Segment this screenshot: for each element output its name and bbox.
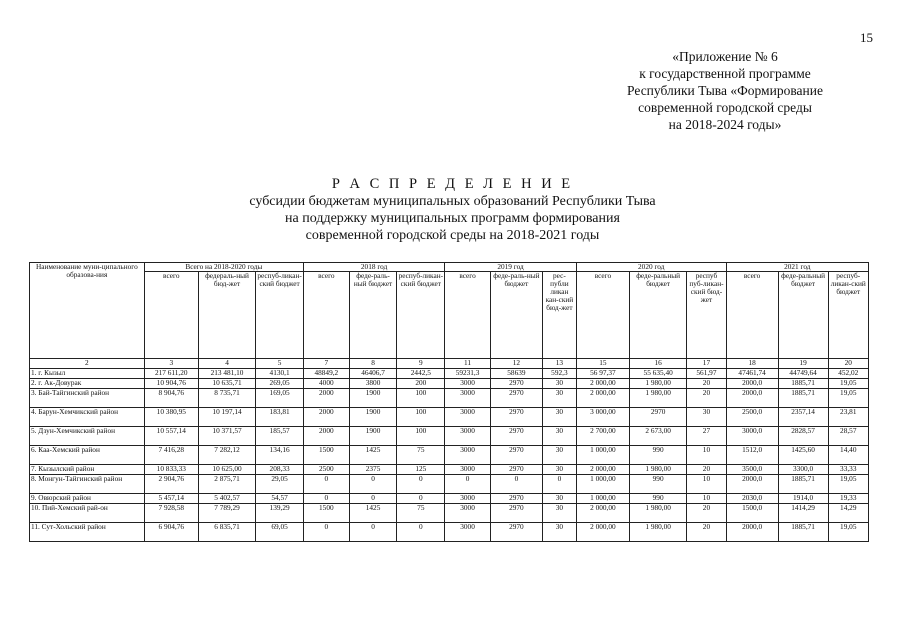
table-cell: 30 — [542, 504, 576, 523]
table-cell: 48849,2 — [304, 369, 350, 379]
table-cell: 3000 — [445, 504, 491, 523]
table-cell: 1 980,00 — [629, 389, 686, 408]
heading-line-3: современной городской среды на 2018-2021 годы — [305, 228, 600, 243]
column-number: 3 — [144, 359, 198, 369]
table-cell: 2970 — [490, 494, 542, 504]
appendix-line-5: на 2018-2024 годы» — [668, 117, 782, 132]
table-cell: 7 282,12 — [198, 446, 255, 465]
column-subheader: всего — [726, 272, 778, 359]
table-cell: 58639 — [490, 369, 542, 379]
table-cell: 30 — [542, 523, 576, 542]
column-number: 2 — [30, 359, 145, 369]
table-cell: 10 557,14 — [144, 427, 198, 446]
subsidy-distribution-table — [29, 262, 869, 542]
table-cell: 2030,0 — [726, 494, 778, 504]
table-cell: 0 — [490, 475, 542, 494]
table-cell: 1 000,00 — [576, 446, 629, 465]
table-row — [30, 446, 869, 465]
table-cell: 0 — [304, 494, 350, 504]
appendix-line-4: современной городской среды — [638, 100, 812, 115]
column-number: 20 — [828, 359, 868, 369]
table-cell: 6 835,71 — [198, 523, 255, 542]
table-cell: 2970 — [490, 379, 542, 389]
table-cell: 10 — [687, 446, 726, 465]
table-cell: 8 904,76 — [144, 389, 198, 408]
table-cell: 125 — [397, 465, 445, 475]
table-row — [30, 504, 869, 523]
table-cell: 1 000,00 — [576, 494, 629, 504]
column-number: 4 — [198, 359, 255, 369]
table-cell: 7 416,28 — [144, 446, 198, 465]
column-group-header: 2019 год — [445, 263, 577, 272]
table-row — [30, 389, 869, 408]
column-number: 19 — [778, 359, 828, 369]
table-cell: 2000 — [304, 389, 350, 408]
table-cell: 0 — [349, 475, 397, 494]
table-cell: 29,05 — [256, 475, 304, 494]
table-cell: 169,05 — [256, 389, 304, 408]
table-cell: 1900 — [349, 408, 397, 427]
table-cell: 30 — [542, 379, 576, 389]
column-subheader: феде-ральный бюджет — [629, 272, 686, 359]
table-cell: 56 97,37 — [576, 369, 629, 379]
table-cell: 2500 — [304, 465, 350, 475]
table-cell: 3000 — [445, 427, 491, 446]
table-cell: 4000 — [304, 379, 350, 389]
table-cell: 0 — [349, 494, 397, 504]
table-row — [30, 427, 869, 446]
table-cell: 1885,71 — [778, 389, 828, 408]
column-number: 7 — [304, 359, 350, 369]
table-cell: 8 735,71 — [198, 389, 255, 408]
table-cell: 3000 — [445, 465, 491, 475]
table-group-header-row — [30, 263, 869, 272]
table-cell: 23,81 — [828, 408, 868, 427]
column-group-header: 2020 год — [576, 263, 726, 272]
table-cell: 10 833,33 — [144, 465, 198, 475]
table-cell: 2500,0 — [726, 408, 778, 427]
table-cell: 54,57 — [256, 494, 304, 504]
table-cell: 1425 — [349, 504, 397, 523]
table-cell: 5 402,57 — [198, 494, 255, 504]
table-cell: 2970 — [490, 504, 542, 523]
page-number: 15 — [860, 30, 873, 45]
table-cell: 2000,0 — [726, 475, 778, 494]
table-cell: 452,02 — [828, 369, 868, 379]
table-cell: 1414,29 — [778, 504, 828, 523]
table-cell: 1512,0 — [726, 446, 778, 465]
column-subheader: феде-ральный бюджет — [778, 272, 828, 359]
column-group-header: Всего на 2018-2020 годы — [144, 263, 303, 272]
table-cell: 27 — [687, 427, 726, 446]
document-title: Р А С П Р Е Д Е Л Е Н И Е — [331, 176, 574, 192]
municipality-name: 11. Сут-Хольский район — [30, 523, 145, 542]
table-cell: 1425 — [349, 446, 397, 465]
table-cell: 0 — [542, 475, 576, 494]
table-cell: 3000 — [445, 446, 491, 465]
table-cell: 2 875,71 — [198, 475, 255, 494]
table-subheader-row — [30, 272, 869, 359]
table-cell: 1885,71 — [778, 379, 828, 389]
table-cell: 561,97 — [687, 369, 726, 379]
table-cell: 1500 — [304, 446, 350, 465]
column-number: 15 — [576, 359, 629, 369]
table-cell: 20 — [687, 465, 726, 475]
column-subheader: респуб пуб-ликан-ский бюд-жет — [687, 272, 726, 359]
municipality-name: 9. Овюрский район — [30, 494, 145, 504]
municipality-name: 4. Барун-Хемчикский район — [30, 408, 145, 427]
table-cell: 47461,74 — [726, 369, 778, 379]
heading-line-1: субсидии бюджетам муниципальных образований Республики Тыва — [249, 194, 656, 209]
table-cell: 0 — [397, 523, 445, 542]
table-cell: 10 371,57 — [198, 427, 255, 446]
table-row — [30, 475, 869, 494]
table-cell: 55 635,40 — [629, 369, 686, 379]
table-cell: 2000 — [304, 408, 350, 427]
table-cell: 3000 — [445, 408, 491, 427]
appendix-note — [600, 48, 850, 133]
table-row — [30, 494, 869, 504]
table-cell: 1885,71 — [778, 523, 828, 542]
table-cell: 2000,0 — [726, 389, 778, 408]
appendix-line-1: «Приложение № 6 — [672, 49, 778, 64]
column-number: 11 — [445, 359, 491, 369]
table-cell: 44749,64 — [778, 369, 828, 379]
column-number: 16 — [629, 359, 686, 369]
table-cell: 1900 — [349, 389, 397, 408]
table-cell: 30 — [542, 446, 576, 465]
table-cell: 30 — [542, 465, 576, 475]
table-cell: 2828,57 — [778, 427, 828, 446]
table-cell: 3000 — [445, 389, 491, 408]
table-cell: 100 — [397, 389, 445, 408]
table-cell: 213 481,10 — [198, 369, 255, 379]
table-cell: 2 000,00 — [576, 389, 629, 408]
document-heading — [0, 176, 905, 244]
table-cell: 3000 — [445, 523, 491, 542]
table-cell: 0 — [397, 475, 445, 494]
table-cell: 2 000,00 — [576, 504, 629, 523]
column-subheader: феде-раль-ный бюджет — [490, 272, 542, 359]
table-cell: 2970 — [629, 408, 686, 427]
table-cell: 30 — [542, 427, 576, 446]
table-cell: 134,16 — [256, 446, 304, 465]
table-cell: 1900 — [349, 427, 397, 446]
table-cell: 46406,7 — [349, 369, 397, 379]
table-cell: 10 625,00 — [198, 465, 255, 475]
table-cell: 1 980,00 — [629, 465, 686, 475]
table-cell: 2000,0 — [726, 523, 778, 542]
table-cell: 20 — [687, 504, 726, 523]
table-cell: 10 — [687, 475, 726, 494]
column-subheader: всего — [144, 272, 198, 359]
table-cell: 2970 — [490, 408, 542, 427]
table-cell: 1 980,00 — [629, 379, 686, 389]
table-cell: 185,57 — [256, 427, 304, 446]
table-row — [30, 408, 869, 427]
table-cell: 2970 — [490, 446, 542, 465]
table-cell: 0 — [349, 523, 397, 542]
column-number: 17 — [687, 359, 726, 369]
table-cell: 0 — [445, 475, 491, 494]
table-cell: 30 — [687, 408, 726, 427]
table-cell: 2970 — [490, 465, 542, 475]
table-cell: 14,40 — [828, 446, 868, 465]
table-cell: 3000 — [445, 494, 491, 504]
table-cell: 100 — [397, 408, 445, 427]
table-cell: 200 — [397, 379, 445, 389]
table-cell: 2970 — [490, 389, 542, 408]
table-cell: 69,05 — [256, 523, 304, 542]
table-cell: 217 611,20 — [144, 369, 198, 379]
table-cell: 7 789,29 — [198, 504, 255, 523]
table-cell: 1500 — [304, 504, 350, 523]
table-cell: 19,05 — [828, 379, 868, 389]
heading-line-2: на поддержку муниципальных программ формирования — [285, 211, 620, 226]
table-cell: 3500,0 — [726, 465, 778, 475]
column-subheader: всего — [445, 272, 491, 359]
table-cell: 2000,0 — [726, 379, 778, 389]
table-cell: 1914,0 — [778, 494, 828, 504]
municipality-name: 2. г. Ак-Довурак — [30, 379, 145, 389]
table-cell: 10 — [687, 494, 726, 504]
table-cell: 990 — [629, 494, 686, 504]
table-cell: 10 197,14 — [198, 408, 255, 427]
table-cell: 10 635,71 — [198, 379, 255, 389]
table-cell: 19,05 — [828, 523, 868, 542]
table-cell: 30 — [542, 389, 576, 408]
column-number: 9 — [397, 359, 445, 369]
table-cell: 4130,1 — [256, 369, 304, 379]
table-cell: 30 — [542, 408, 576, 427]
municipality-name: 10. Пий-Хемский рай-он — [30, 504, 145, 523]
table-cell: 100 — [397, 427, 445, 446]
table-cell: 75 — [397, 446, 445, 465]
table-cell: 139,29 — [256, 504, 304, 523]
table-cell: 208,33 — [256, 465, 304, 475]
table-cell: 269,05 — [256, 379, 304, 389]
column-number: 12 — [490, 359, 542, 369]
column-number: 8 — [349, 359, 397, 369]
table-cell: 2442,5 — [397, 369, 445, 379]
table-cell: 1425,60 — [778, 446, 828, 465]
municipality-name: 1. г. Кызыл — [30, 369, 145, 379]
table-cell: 0 — [304, 475, 350, 494]
column-group-header: 2018 год — [304, 263, 445, 272]
table-cell: 1 980,00 — [629, 504, 686, 523]
table-cell: 3000 — [445, 379, 491, 389]
municipality-name: 6. Каа-Хемский район — [30, 446, 145, 465]
table-cell: 3800 — [349, 379, 397, 389]
table-cell: 0 — [304, 523, 350, 542]
table-cell: 19,33 — [828, 494, 868, 504]
column-subheader: респуб-ликан-ский бюджет — [256, 272, 304, 359]
municipality-name: 5. Дзун-Хемчикский район — [30, 427, 145, 446]
table-cell: 10 904,76 — [144, 379, 198, 389]
table-cell: 2357,14 — [778, 408, 828, 427]
column-subheader: всего — [576, 272, 629, 359]
column-subheader: респуб-ликан-ский бюджет — [828, 272, 868, 359]
column-number: 13 — [542, 359, 576, 369]
column-header-name: Наименование муни-ципального образова-ния — [30, 263, 145, 359]
table-cell: 3 000,00 — [576, 408, 629, 427]
table-cell: 30 — [542, 494, 576, 504]
table-cell: 2970 — [490, 523, 542, 542]
table-cell: 2 904,76 — [144, 475, 198, 494]
column-number: 5 — [256, 359, 304, 369]
table-cell: 1 000,00 — [576, 475, 629, 494]
municipality-name: 7. Кызылский район — [30, 465, 145, 475]
table-cell: 28,57 — [828, 427, 868, 446]
table-cell: 33,33 — [828, 465, 868, 475]
table-cell: 3000,0 — [726, 427, 778, 446]
appendix-line-3: Республики Тыва «Формирование — [627, 83, 823, 98]
column-subheader: респуб-ликан-ский бюджет — [397, 272, 445, 359]
column-number: 18 — [726, 359, 778, 369]
table-cell: 2000 — [304, 427, 350, 446]
table-cell: 1500,0 — [726, 504, 778, 523]
table-row — [30, 465, 869, 475]
table-cell: 2 000,00 — [576, 523, 629, 542]
table-cell: 6 904,76 — [144, 523, 198, 542]
column-subheader: федераль-ный бюд-жет — [198, 272, 255, 359]
table-cell: 1885,71 — [778, 475, 828, 494]
table-cell: 59231,3 — [445, 369, 491, 379]
table-cell: 183,81 — [256, 408, 304, 427]
municipality-name: 3. Бай-Тайгинский район — [30, 389, 145, 408]
municipality-name: 8. Монгун-Тайгинский район — [30, 475, 145, 494]
column-number-row — [30, 359, 869, 369]
table-cell: 990 — [629, 475, 686, 494]
table-cell: 990 — [629, 446, 686, 465]
table-cell: 7 928,58 — [144, 504, 198, 523]
table-cell: 20 — [687, 389, 726, 408]
table-cell: 19,05 — [828, 389, 868, 408]
column-subheader: феде-раль-ный бюджет — [349, 272, 397, 359]
table-cell: 2 673,00 — [629, 427, 686, 446]
table-row — [30, 379, 869, 389]
column-group-header: 2021 год — [726, 263, 868, 272]
column-subheader: рес-публи ликан кан-ский бюд-жет — [542, 272, 576, 359]
table-cell: 2 700,00 — [576, 427, 629, 446]
column-subheader: всего — [304, 272, 350, 359]
table-cell: 1 980,00 — [629, 523, 686, 542]
table-row — [30, 523, 869, 542]
table-cell: 10 380,95 — [144, 408, 198, 427]
table-row — [30, 369, 869, 379]
appendix-line-2: к государственной программе — [639, 66, 811, 81]
table-cell: 0 — [397, 494, 445, 504]
table-cell: 5 457,14 — [144, 494, 198, 504]
table-cell: 75 — [397, 504, 445, 523]
table-cell: 20 — [687, 523, 726, 542]
table-cell: 19,05 — [828, 475, 868, 494]
table-cell: 2375 — [349, 465, 397, 475]
table-cell: 14,29 — [828, 504, 868, 523]
table-cell: 2 000,00 — [576, 379, 629, 389]
table-cell: 2 000,00 — [576, 465, 629, 475]
table-cell: 592,3 — [542, 369, 576, 379]
table-cell: 2970 — [490, 427, 542, 446]
table-cell: 3300,0 — [778, 465, 828, 475]
table-cell: 20 — [687, 379, 726, 389]
